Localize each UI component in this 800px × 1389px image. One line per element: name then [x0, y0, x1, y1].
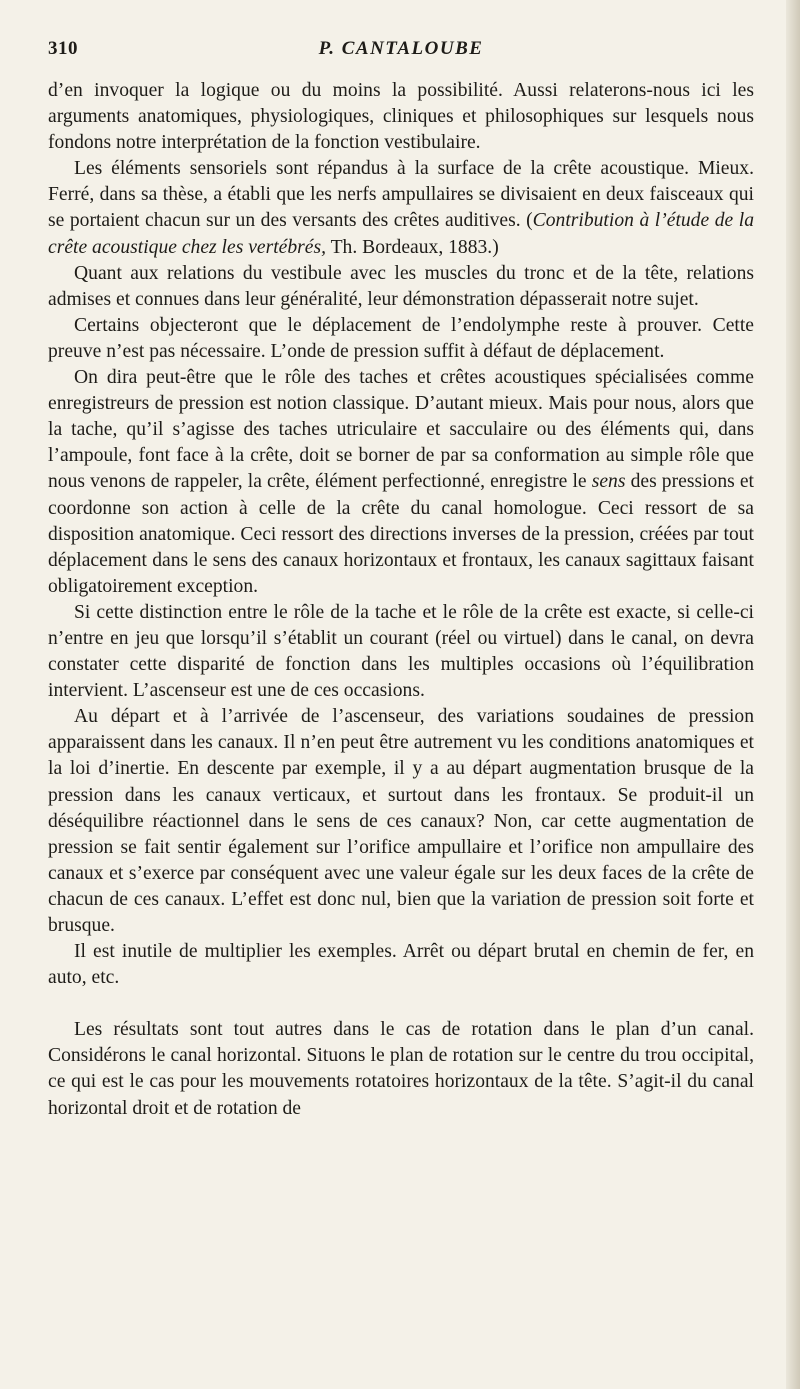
paragraph: Quant aux relations du vestibule avec les muscles du tronc et de la tête, relations admises et connues dans leur généralité, leur démonstration dépasserait notre sujet. [48, 262, 754, 310]
page-edge [786, 0, 800, 1389]
paragraph [48, 156, 754, 260]
paragraph: Il est inutile de multiplier les exemples. Arrêt ou départ brutal en chemin de fer, en auto, etc. [48, 941, 754, 989]
citation-title: Contribution à l’étude de la crête acoustique chez les vertébrés, [48, 210, 754, 258]
page-header [48, 38, 754, 64]
paragraph-text: Les éléments sensoriels sont répandus à la surface de la crête acoustique. Mieux. Ferré, dans sa thèse, a établi que les nerfs ampullaires se divisaient en deux faisceaux qui se portaient chacun sur un des versants des crêtes auditives. ( [48, 158, 754, 232]
paragraph: d’en invoquer la logique ou du moins la possibilité. Aussi relaterons-nous ici les arguments anatomiques, physiologiques, cliniques et philosophiques sur lesquels nous fondons notre interprétation de la fonction vestibulaire. [48, 80, 754, 154]
body-text [48, 78, 754, 1122]
paragraph-text: des pressions et coordonne son action à celle de la crête du canal homologue. Ceci ressort de sa disposition anatomique. Ceci ressort des directions inverses de la pression, créées par tout déplacement dans le sens des canaux horizontaux et frontaux, les canaux sagittaux faisant obligatoirement exception. [48, 471, 754, 597]
running-head: P. CANTALOUBE [318, 38, 484, 59]
paragraph: Les résultats sont tout autres dans le cas de rotation dans le plan d’un canal. Considérons le canal horizontal. Situons le plan de rotation sur le centre du trou occipital, ce qui est le cas pour les mouvements rotatoires horizontaux de la tête. S’agit-il du canal horizontal droit et de rotation de [48, 1019, 754, 1119]
paragraph: Si cette distinction entre le rôle de la tache et le rôle de la crête est exacte, si celle-ci n’entre en jeu que lorsqu’il s’établit un courant (réel ou virtuel) dans le canal, on devra constater cette disparité de fonction dans les multiples occasions où l’équilibration intervient. L’ascenseur est une de ces occasions. [48, 601, 754, 702]
paragraph: Au départ et à l’arrivée de l’ascenseur, des variations soudaines de pression apparaissent dans les canaux. Il n’en peut être autrement vu les conditions anatomiques et la loi d’inertie. En descente par exemple, il y a au départ augmentation brusque de la pression dans les canaux verticaux, et surtout dans les frontaux. Se produit-il un déséquilibre réactionnel dans le sens de ces canaux? Non, car cette augmentation de pression se fait sentir également sur l’orifice ampullaire et l’orifice non ampullaire des canaux et s’exerce par conséquent avec une valeur égale sur les deux faces de la crête de chacun de ces canaux. L’effet est donc nul, bien que la variation de pression soit forte et brusque. [48, 706, 754, 936]
paragraph-text: Th. Bordeaux, 1883.) [326, 236, 499, 258]
paragraph [48, 365, 754, 600]
page-number: 310 [48, 38, 78, 59]
paragraph-text: On dira peut-être que le rôle des taches et crêtes acoustiques spécialisées comme enregistreurs de pression est notion classique. D’autant mieux. Mais pour nous, alors que la tache, qu’il s’agisse des taches utriculaire et sacculaire ou des éléments qui, dans l’ampoule, font face à la crête, doit se borner de par sa conformation au simple rôle que nous venons de rappeler, la crête, élément perfectionné, enregistre le [48, 367, 754, 493]
paragraph: Certains objecteront que le déplacement de l’endolymphe reste à prouver. Cette preuve n’est pas nécessaire. L’onde de pression suffit à défaut de déplacement. [48, 314, 754, 362]
emphasis: sens [591, 471, 626, 493]
